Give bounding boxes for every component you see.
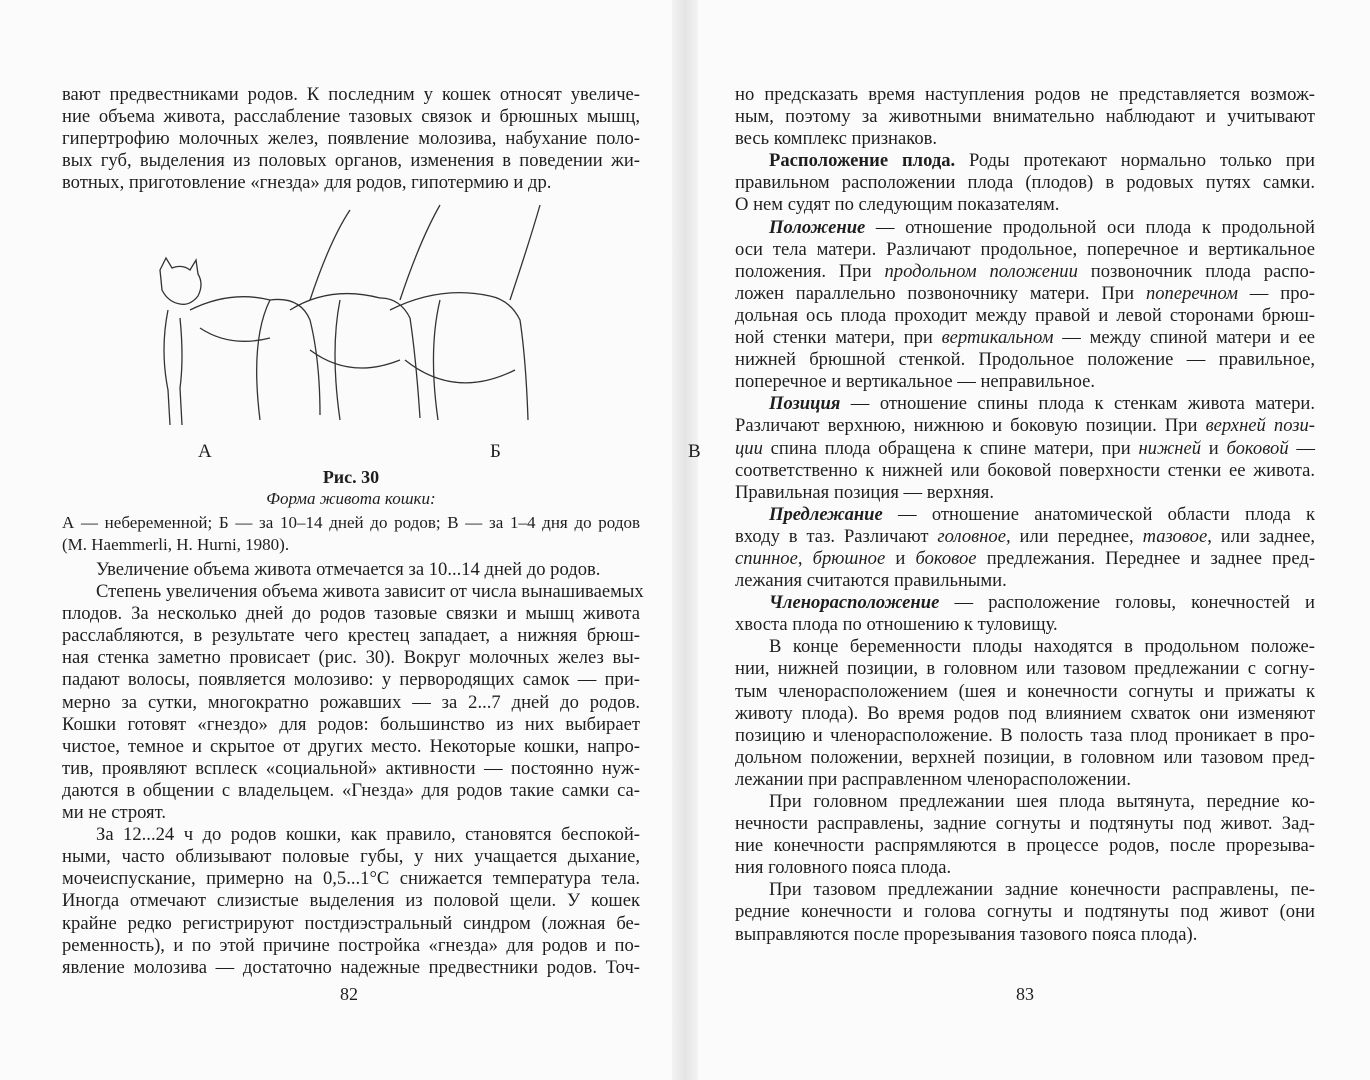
book-gutter [672,0,698,1080]
text-run: В конце беременности плоды находятся в продольном положе- [769,636,1315,658]
text-line [735,393,1315,415]
text-line [62,603,640,625]
figure-caption [62,512,640,556]
text-run: оси тела матери. Различают продольное, поперечное и вертикальное [735,238,1315,260]
text-run: ными, часто облизывают половые губы, у них учащается дыхание, [62,846,640,868]
text-run: падают волосы, появляется молозиво: у первородящих самок — при- [62,669,640,691]
text-run: вотных, приготовление «гнезда» для родов, гипотермию и др. [62,172,552,194]
text-run: За 12...24 ч до родов кошки, как правило, становятся беспокой- [96,824,640,846]
text-line [62,692,640,714]
text-run: При тазовом предлежании задние конечности расправлены, пе- [769,879,1315,901]
text-line [735,901,1315,923]
italic-term: верхней пози- [1205,415,1315,437]
text-run: спина плода обращена к спине матери, при [762,437,1139,459]
text-run: мочеиспускание, примерно на 0,5...1°С снижается температура тела. [62,868,640,890]
text-run: явление молозива — достаточно надежные предвестники родов. Точ- [62,956,640,978]
text-line [735,194,1315,216]
italic-term: вертикальном [941,327,1054,349]
text-line [735,614,1315,636]
cat-abdomen-illustration [140,200,580,435]
text-run: — отношение спины плода к стенкам живота матери. [840,393,1315,415]
text-run: плодов. За несколько дней до родов тазовые связки и мышц живота [62,603,640,625]
text-run: входу в таз. Различают [735,525,938,547]
text-line [735,239,1315,261]
text-run: лежания считаются правильными. [735,570,1007,592]
text-line [62,868,640,890]
text-run: или переднее, [1010,525,1143,547]
text-line [735,703,1315,725]
text-line [735,570,1315,592]
italic-term: боковой [1226,437,1289,459]
cat-c-drawing [390,205,540,420]
text-line [735,791,1315,813]
text-line [735,658,1315,680]
text-run: (M. Haemmerli, H. Hurni, 1980). [62,535,290,554]
text-line [62,625,640,647]
text-run: нижней брюшной стенкой. Продольное положение — правильное, [735,349,1315,371]
right-body-text [735,84,1315,946]
text-run: выправляются после прорезывания тазового пояса плода). [735,923,1198,945]
italic-term: ции [735,437,763,459]
term-heading: Предлежание [769,503,883,525]
text-run: даются в общении с владельцем. «Гнезда» для родов такие самки са- [62,779,640,801]
text-run: При головном предлежании шея плода вытянута, передние ко- [769,791,1315,812]
text-line [735,482,1315,504]
text-run: Степень увеличения объема живота зависит от числа вынашиваемых [96,581,644,603]
text-run: тым членорасположением (шея и конечности согнуты и прижаты к [735,680,1315,702]
text-run: Иногда отмечают слизистые выделения из половой щели. У кошек [62,890,640,912]
text-run: предлежания. Переднее и заднее пред- [976,547,1316,569]
text-line [735,725,1315,747]
text-line [735,504,1315,526]
term-heading: Положение [769,216,866,238]
text-line [735,84,1315,106]
text-line [62,84,640,106]
text-run: О нем судят по следующим показателям. [735,194,1060,216]
text-line [735,835,1315,857]
text-line [62,913,640,935]
text-line [735,438,1315,460]
text-line [735,681,1315,703]
text-run: нии, нижней позиции, в головном или тазовом предлежании с согну- [735,658,1315,680]
text-run: тив, проявляют всплеск «социальной» активности — постоянно нуж- [62,757,640,779]
text-line [62,957,640,979]
text-run: вают предвестниками родов. К последним у кошек относят увеличе- [62,84,640,105]
text-line [735,128,1315,150]
text-line [62,150,640,172]
text-run: ременность), и по этой причине постройка «гнезда» для родов и по- [62,934,640,956]
text-line [735,327,1315,349]
text-run: Различают верхнюю, нижнюю и боковую позиции. При [735,415,1206,437]
text-run: поперечное и вертикальное — неправильное. [735,371,1096,393]
text-line [735,769,1315,791]
text-line [62,714,640,736]
text-run: позицию и членорасположение. В полость таза плод проникает в про- [735,724,1315,746]
text-line [735,172,1315,194]
text-run: но предсказать время наступления родов не представляется возмож- [735,84,1315,105]
text-line [735,813,1315,835]
text-line [735,106,1315,128]
text-line [735,217,1315,239]
text-line [735,747,1315,769]
text-run: Увеличение объема живота отмечается за 10...14 дней до родов. [96,559,601,580]
italic-term: тазовое [1142,525,1208,547]
text-run: дольная ось плода проходит между правой и левой сторонами брюш- [735,304,1315,326]
text-line [735,371,1315,393]
text-run: А — небеременной; Б — за 10–14 дней до родов; В — за 1–4 дня до родов [62,513,640,532]
text-line [62,846,640,868]
text-run: нечности расправлены, задние согнуты и подтянуты под живот. Зад- [735,813,1315,835]
text-run: редние конечности и голова согнуты и подтянуты под живот (они [735,901,1315,923]
text-run: — про- [1237,282,1315,304]
text-line [735,879,1315,901]
italic-term: боковое [915,547,977,569]
text-run: ложен параллельно позвоночнику матери. При [735,282,1146,304]
text-line [62,824,640,846]
text-line [735,548,1315,570]
text-line [62,780,640,802]
term-heading: Позиция [769,393,841,415]
italic-term: продольном положении [884,260,1078,282]
figure-label-a: А [198,441,212,462]
text-line [735,636,1315,658]
text-line [62,106,640,128]
text-run: ным, поэтому за животными внимательно наблюдают и учитывают [735,106,1315,128]
text-line [735,592,1315,614]
figure-number: Рис. 30 [322,467,380,487]
text-line [735,415,1315,437]
text-run: позвоночник плода распо- [1077,260,1316,282]
text-run: расслабляются, в результате чего крестец западает, а нижняя брюш- [62,625,640,647]
figure-label-c: В [688,441,701,462]
text-run: , [797,547,813,569]
text-line [735,305,1315,327]
page-number-right: 83 [1016,984,1034,1004]
italic-term: поперечном [1145,282,1238,304]
text-run: животу плода). Во время родов под влиянием схваток они изменяют [735,702,1315,724]
text-line [62,581,644,603]
text-line [735,349,1315,371]
text-line [735,526,1315,548]
text-line [62,128,640,150]
text-run: чистое, темное и скрытое от других место. Некоторые кошки, напро- [62,735,640,757]
text-line [62,736,640,758]
cat-b-drawing [290,205,440,420]
text-line [62,559,640,581]
text-line [62,935,640,957]
text-run: — отношение анатомической области плода к [882,503,1315,525]
text-run: ние конечности распрямляются в процессе родов, после прорезыва- [735,835,1315,857]
italic-term: нижней [1138,437,1202,459]
text-run: вых губ, выделения из половых органов, изменения в поведении жи- [62,150,640,172]
text-line [735,261,1315,283]
italic-term: брюшное [812,547,886,569]
text-run: хвоста плода по отношению к туловищу. [735,614,1058,636]
text-run: — отношение продольной оси плода к продольной [865,216,1315,238]
text-run: крайне редко регистрируют постдиэстральный синдром (ложная бе- [62,912,640,934]
text-run: лежании при расправленном членорасположении. [735,768,1132,790]
term-heading: Членорасположение [769,592,940,614]
text-line [735,924,1315,946]
text-run: , или заднее, [1207,525,1316,547]
text-run: ния головного пояса плода. [735,857,952,879]
text-line [62,534,640,556]
text-line [62,890,640,912]
left-body-text [62,559,644,979]
text-run: ная стенка заметно провисает (рис. 30). Вокруг молочных желез вы- [62,647,640,669]
text-run: и [885,547,916,569]
text-run: соответственно к нижней или боковой поверхности стенки ее живота. [735,459,1315,481]
text-line [62,647,640,669]
text-line [735,283,1315,305]
text-line [62,172,640,194]
figure-title: Форма живота кошки: [266,489,436,508]
text-run: и [1201,437,1227,459]
text-line [735,857,1315,879]
text-run: ной стенки матери, при [735,327,942,349]
text-line [735,150,1315,172]
italic-term: спинное [735,547,798,569]
text-line [62,512,640,534]
text-run: ние объема живота, расслабление тазовых связок и брюшных мышц, [62,106,640,128]
text-line [62,802,640,824]
text-run: ми не строят. [62,802,166,824]
text-line [62,758,640,780]
text-run: положения. При [735,260,885,282]
figure-label-b: Б [490,441,501,462]
text-run: дольном положении, верхней позиции, в головном или тазовом пред- [735,746,1315,768]
left-intro-text [62,84,640,194]
text-run: Роды протекают нормально только при [955,150,1316,172]
text-run: правильном расположении плода (плодов) в родовых путях самки. [735,172,1315,194]
text-run: Правильная позиция — верхняя. [735,481,994,503]
bold-heading: Расположение плода. [769,150,956,172]
text-run: — [1288,437,1315,459]
cat-a-drawing [160,210,350,425]
text-run: Кошки готовят «гнездо» для родов: большинство из них выбирает [62,713,640,735]
text-run: гипертрофию молочных желез, появление молозива, набухание поло- [62,128,640,150]
text-line [62,669,640,691]
page-number-left: 82 [340,984,358,1004]
text-run: весь комплекс признаков. [735,128,938,150]
text-run: мерно за сутки, многократно рожавших — за 2...7 дней до родов. [62,691,640,713]
text-run: — расположение головы, конечностей и [939,592,1315,614]
italic-term: головное, [937,525,1011,547]
text-line [735,460,1315,482]
text-run: — между спиной матери и ее [1053,327,1315,349]
